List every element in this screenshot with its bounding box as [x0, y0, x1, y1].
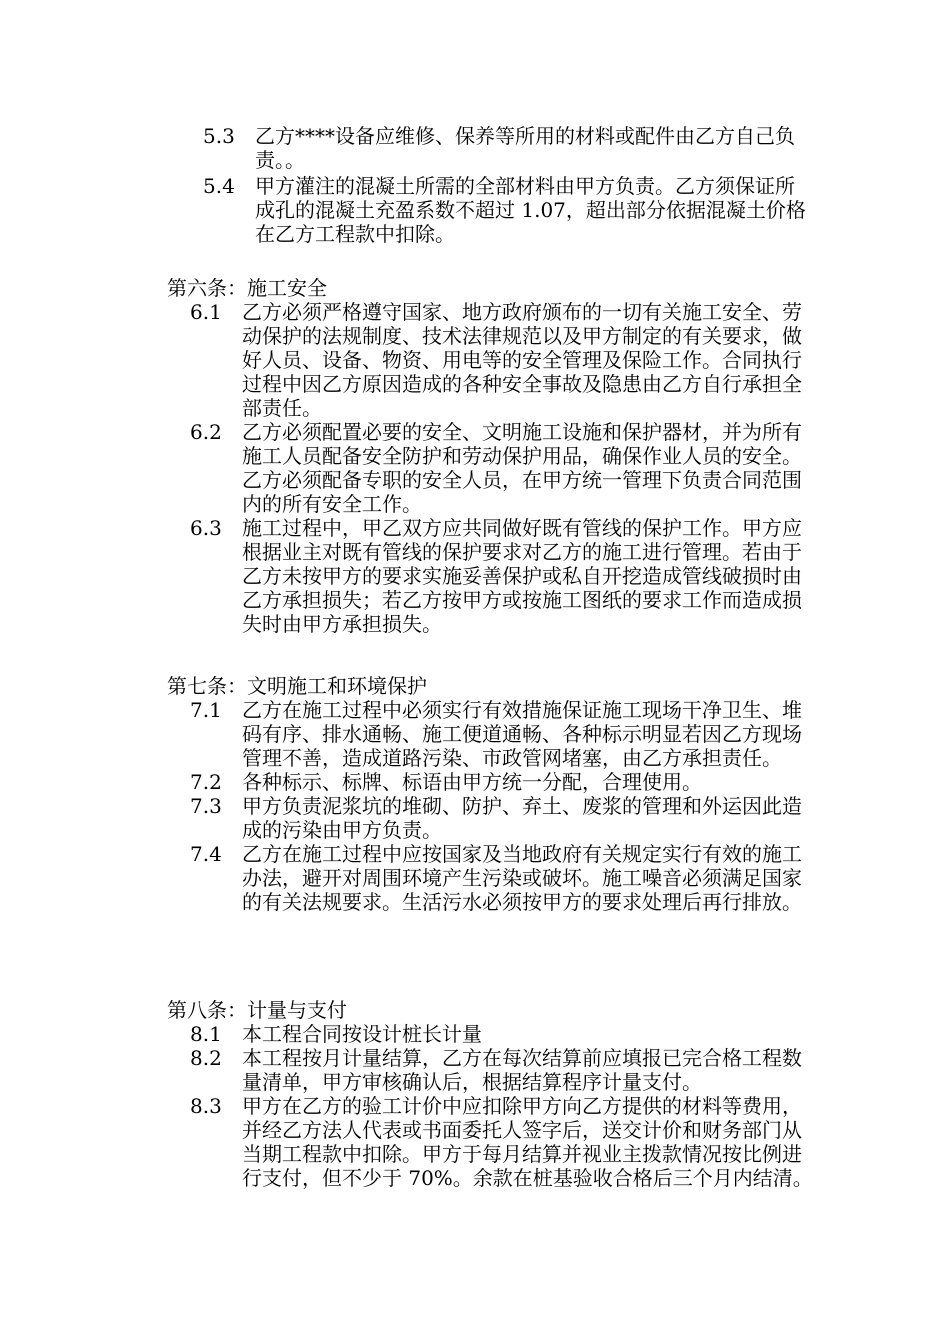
clause-6-2: [190, 420, 815, 516]
clause-number: 6.1: [190, 300, 222, 324]
clause-number: 7.3: [190, 794, 222, 818]
clause-number: 7.4: [190, 842, 222, 866]
clause-6-3: [190, 516, 815, 636]
section8-heading: 第八条：计量与支付: [167, 998, 347, 1022]
clause-number: 6.2: [190, 420, 222, 444]
clause-text: 乙方在施工过程中应按国家及当地政府有关规定实行有效的施工办法，避开对周围环境产生污染或破坏。施工噪音必须满足国家的有关法规要求。生活污水必须按甲方的要求处理后再行排放。: [242, 842, 802, 914]
clause-number: 7.2: [190, 770, 222, 794]
clause-number: 8.3: [190, 1094, 222, 1118]
clause-6-1: [190, 300, 815, 420]
section7-items: [190, 698, 815, 914]
section6-heading: 第六条：施工安全: [167, 276, 327, 300]
clause-text: 乙方必须严格遵守国家、地方政府颁布的一切有关施工安全、劳动保护的法规制度、技术法律规范以及甲方制定的有关要求，做好人员、设备、物资、用电等的安全管理及保险工作。合同执行过程中因乙方原因造成的各种安全事故及隐患由乙方自行承担全部责任。: [242, 300, 802, 420]
clause-number: 8.1: [190, 1022, 222, 1046]
section8-items: [190, 1022, 815, 1190]
clause-7-3: [190, 794, 815, 842]
clause-text: 本工程合同按设计桩长计量: [242, 1022, 482, 1046]
clause-text: 乙方必须配置必要的安全、文明施工设施和保护器材，并为所有施工人员配备安全防护和劳动保护用品，确保作业人员的安全。乙方必须配备专职的安全人员，在甲方统一管理下负责合同范围内的所有安全工作。: [242, 420, 802, 516]
section5-items: [203, 124, 813, 246]
clause-number: 8.2: [190, 1046, 222, 1070]
clause-text: 乙方****设备应维修、保养等所用的材料或配件由乙方自己负责。。: [255, 124, 795, 172]
clause-8-3: [190, 1094, 815, 1190]
clause-5-4: [203, 174, 813, 246]
clause-text: 甲方灌注的混凝土所需的全部材料由甲方负责。乙方须保证所成孔的混凝土充盈系数不超过 1.07，超出部分依据混凝土价格在乙方工程款中扣除。: [255, 174, 806, 246]
clause-8-1: [190, 1022, 815, 1046]
clause-text: 甲方负责泥浆坑的堆砌、防护、弃土、废浆的管理和外运因此造成的污染由甲方负责。: [242, 794, 802, 842]
clause-number: 7.1: [190, 698, 222, 722]
clause-text: 甲方在乙方的验工计价中应扣除甲方向乙方提供的材料等费用，并经乙方法人代表或书面委托人签字后，送交计价和财务部门从当期工程款中扣除。甲方于每月结算并视业主拨款情况按比例进行支付，但不少于 70%。余款在桩基验收合格后三个月内结清。: [242, 1094, 813, 1190]
section7-heading: 第七条：文明施工和环境保护: [167, 674, 427, 698]
clause-7-2: [190, 770, 815, 794]
clause-number: 6.3: [190, 516, 222, 540]
clause-text: 本工程按月计量结算，乙方在每次结算前应填报已完合格工程数量清单，甲方审核确认后，根据结算程序计量支付。: [242, 1046, 802, 1094]
clause-5-3: [203, 124, 813, 172]
clause-number: 5.4: [203, 174, 235, 198]
clause-8-2: [190, 1046, 815, 1094]
section6-items: [190, 300, 815, 636]
clause-text: 施工过程中，甲乙双方应共同做好既有管线的保护工作。甲方应根据业主对既有管线的保护要求对乙方的施工进行管理。若由于乙方未按甲方的要求实施妥善保护或私自开挖造成管线破损时由乙方承担损失；若乙方按甲方或按施工图纸的要求工作而造成损失时由甲方承担损失。: [242, 516, 802, 636]
clause-text: 各种标示、标牌、标语由甲方统一分配，合理使用。: [242, 770, 702, 794]
clause-number: 5.3: [203, 124, 235, 148]
clause-7-1: [190, 698, 815, 770]
clause-text: 乙方在施工过程中必须实行有效措施保证施工现场干净卫生、堆码有序、排水通畅、施工便道通畅、各种标示明显若因乙方现场管理不善，造成道路污染、市政管网堵塞，由乙方承担责任。: [242, 698, 802, 770]
clause-7-4: [190, 842, 815, 914]
